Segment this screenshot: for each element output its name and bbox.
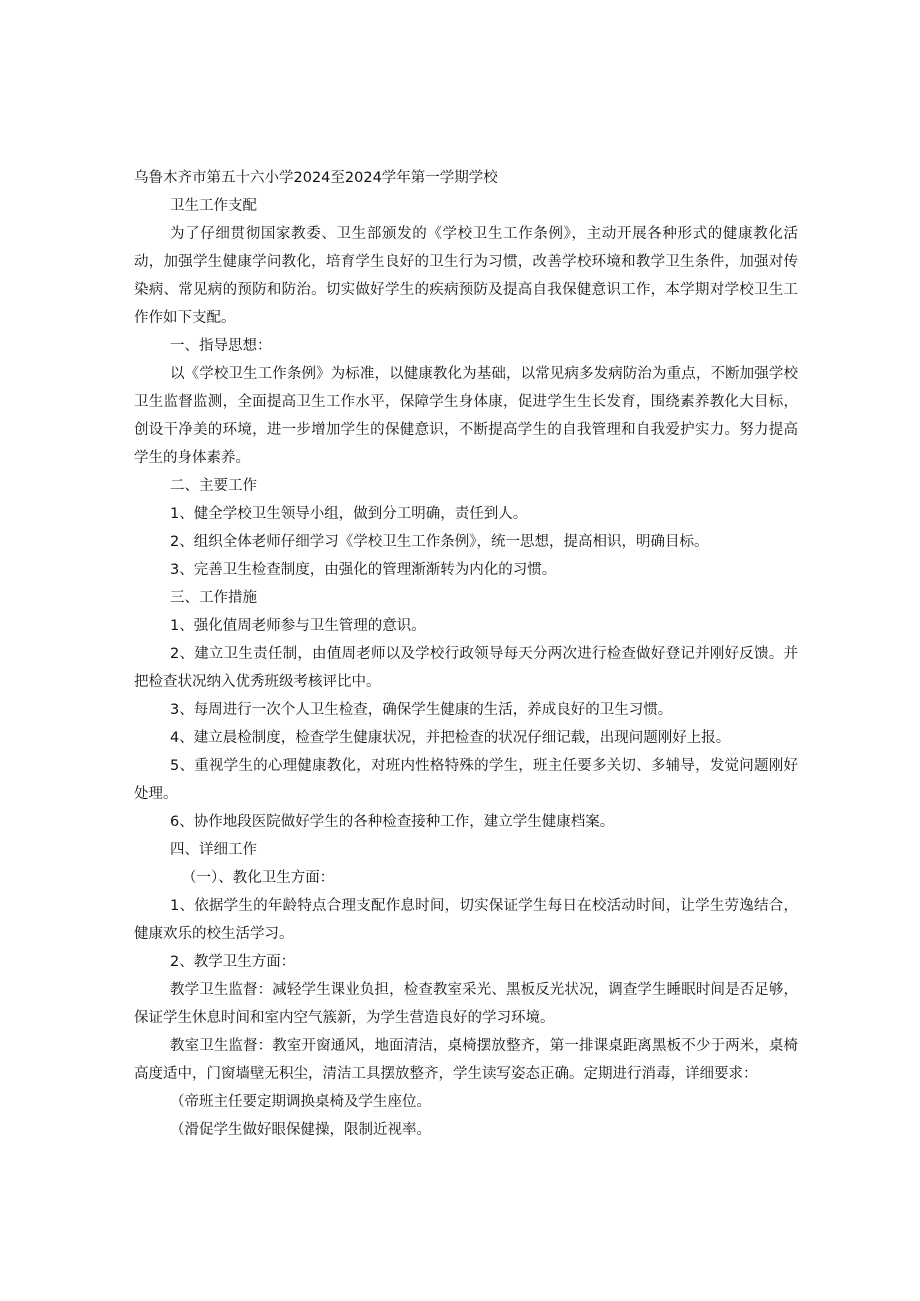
section1-body: 以《学校卫生工作条例》为标准，以健康教化为基础，以常见病多发病防治为重点，不断加强学校卫生监督监测，全面提高卫生工作水平，保障学生身体康，促进学生生长发育，围绕素养教化大目标，创设干净美的环境，进一步增加学生的保健意识，不断提高学生的自我管理和自我爱护实力。努力提高学生的身体素养。 — [134, 366, 798, 466]
section1-heading: 一、指导思想： — [170, 338, 272, 354]
section2-heading: 二、主要工作 — [170, 478, 257, 494]
teaching-supervision-paragraph: 教学卫生监督：减轻学生课业负担，检查教室采光、黑板反光状况，调查学生睡眠时间是否足够，保证学生休息时间和室内空气簇新，为学生营造良好的学习环境。 — [134, 982, 798, 1026]
section3-heading: 三、工作措施 — [170, 590, 257, 606]
section3-item-5: 5、重视学生的心理健康教化，对班内性格特殊的学生，班主任要多关切、多辅导，发觉问题刚好处理。 — [134, 758, 798, 802]
section4-sub1-heading: （一）、教化卫生方面： — [182, 870, 335, 886]
section3-item-6: 6、协作地段医院做好学生的各种检查接种工作，建立学生健康档案。 — [170, 814, 615, 830]
requirement-2: （滑促学生做好眼保健操，限制近视率。 — [170, 1122, 431, 1138]
section4-sub2-heading: 2、教学卫生方面： — [170, 954, 296, 970]
document-title-line1: 乌鲁木齐市第五十六小学2024至2024学年第一学期学校 — [134, 170, 498, 186]
section2-item-3: 3、完善卫生检查制度，由强化的管理渐渐转为内化的习惯。 — [170, 562, 557, 578]
section2-item-2: 2、组织全体老师仔细学习《学校卫生工作条例》，统一思想，提高相识，明确目标。 — [170, 534, 709, 550]
section3-item-1: 1、强化值周老师参与卫生管理的意识。 — [170, 618, 426, 634]
document-title-line2: 卫生工作支配 — [170, 198, 257, 214]
section3-item-3: 3、每周进行一次个人卫生检查，确保学生健康的生活，养成良好的卫生习惯。 — [170, 702, 673, 718]
section3-item-4: 4、建立晨检制度，检查学生健康状况，并把检查的状况仔细记载，出现问题刚好上报。 — [170, 730, 731, 746]
section2-item-1: 1、健全学校卫生领导小组，做到分工明确，责任到人。 — [170, 506, 528, 522]
section3-item-2: 2、建立卫生责任制，由值周老师以及学校行政领导每天分两次进行检查做好登记并刚好反馈。并把检查状况纳入优秀班级考核评比中。 — [134, 646, 798, 690]
section4-sub1-item: 1、依据学生的年龄特点合理支配作息时间，切实保证学生每日在校活动时间，让学生劳逸结合，健康欢乐的校生活学习。 — [134, 898, 798, 942]
document-page — [134, 164, 798, 1144]
requirement-1: （帝班主任要定期调换桌椅及学生座位。 — [170, 1094, 431, 1110]
intro-paragraph: 为了仔细贯彻国家教委、卫生部颁发的《学校卫生工作条例》，主动开展各种形式的健康教化活动，加强学生健康学问教化，培育学生良好的卫生行为习惯，改善学校环境和教学卫生条件，加强对传染病、常见病的预防和防治。切实做好学生的疾病预防及提高自我保健意识工作，本学期对学校卫生工作作如下支配。 — [134, 226, 798, 326]
classroom-supervision-paragraph: 教室卫生监督：教室开窗通风，地面清洁，桌椅摆放整齐，第一排课桌距离黑板不少于两米，桌椅高度适中，门窗墙壁无积尘，清洁工具摆放整齐，学生读写姿态正确。定期进行消毒，详细要求： — [134, 1038, 798, 1082]
section4-heading: 四、详细工作 — [170, 842, 257, 858]
